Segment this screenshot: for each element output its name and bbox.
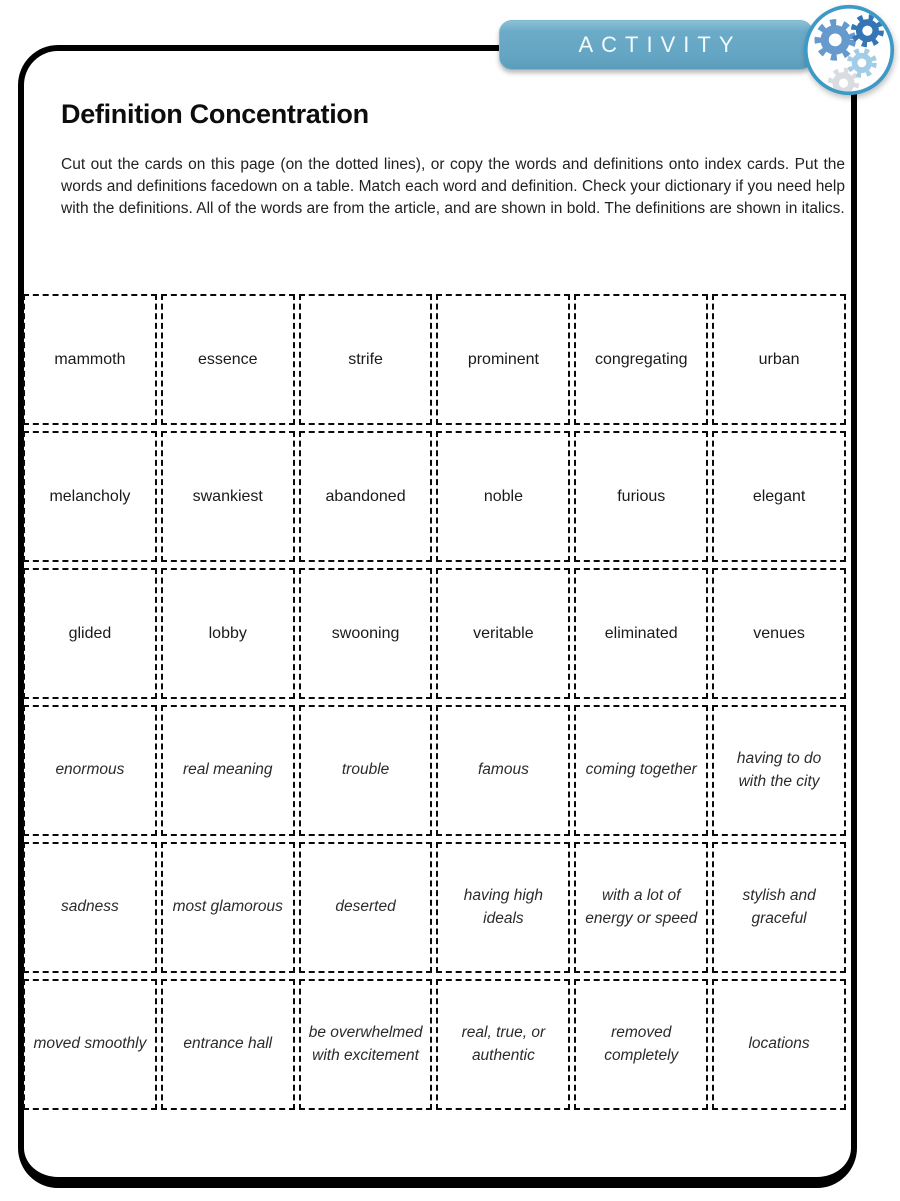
- word-card: lobby: [161, 568, 295, 699]
- word-card: essence: [161, 294, 295, 425]
- word-card: eliminated: [574, 568, 708, 699]
- word-card: melancholy: [23, 431, 157, 562]
- definition-card: having to do with the city: [712, 705, 846, 836]
- definition-card: famous: [436, 705, 570, 836]
- definition-card: real, true, or authentic: [436, 979, 570, 1110]
- definition-card: trouble: [299, 705, 433, 836]
- definition-card: with a lot of energy or speed: [574, 842, 708, 973]
- word-card: mammoth: [23, 294, 157, 425]
- definition-card: moved smoothly: [23, 979, 157, 1110]
- definition-card: having high ideals: [436, 842, 570, 973]
- definition-card: stylish and graceful: [712, 842, 846, 973]
- word-card: swankiest: [161, 431, 295, 562]
- word-card: furious: [574, 431, 708, 562]
- definition-card: removed completely: [574, 979, 708, 1110]
- word-card: urban: [712, 294, 846, 425]
- word-card: glided: [23, 568, 157, 699]
- activity-banner: [499, 20, 813, 70]
- word-card: abandoned: [299, 431, 433, 562]
- word-card: congregating: [574, 294, 708, 425]
- card-grid: [23, 294, 846, 1110]
- instructions-text: Cut out the cards on this page (on the dotted lines), or copy the words and definitions onto index cards. Put the words and definitions facedown on a table. Match each word and definition. Check your dictionary if you need help with the definitions. All of the words are from the article, and are shown in bold. The definitions are shown in italics.: [61, 156, 845, 217]
- definition-card: enormous: [23, 705, 157, 836]
- word-card: swooning: [299, 568, 433, 699]
- word-card: veritable: [436, 568, 570, 699]
- definition-card: most glamorous: [161, 842, 295, 973]
- definition-card: sadness: [23, 842, 157, 973]
- word-card: venues: [712, 568, 846, 699]
- word-card: noble: [436, 431, 570, 562]
- definition-card: coming together: [574, 705, 708, 836]
- definition-card: real meaning: [161, 705, 295, 836]
- definition-card: entrance hall: [161, 979, 295, 1110]
- activity-banner-label: ACTIVITY: [578, 32, 742, 57]
- definition-card: be overwhelmed with excitement: [299, 979, 433, 1110]
- definition-card: deserted: [299, 842, 433, 973]
- word-card: prominent: [436, 294, 570, 425]
- gears-icon: [803, 4, 895, 96]
- worksheet-page: [18, 45, 857, 1188]
- definition-card: locations: [712, 979, 846, 1110]
- word-card: strife: [299, 294, 433, 425]
- word-card: elegant: [712, 431, 846, 562]
- page-title: Definition Concentration: [61, 99, 369, 129]
